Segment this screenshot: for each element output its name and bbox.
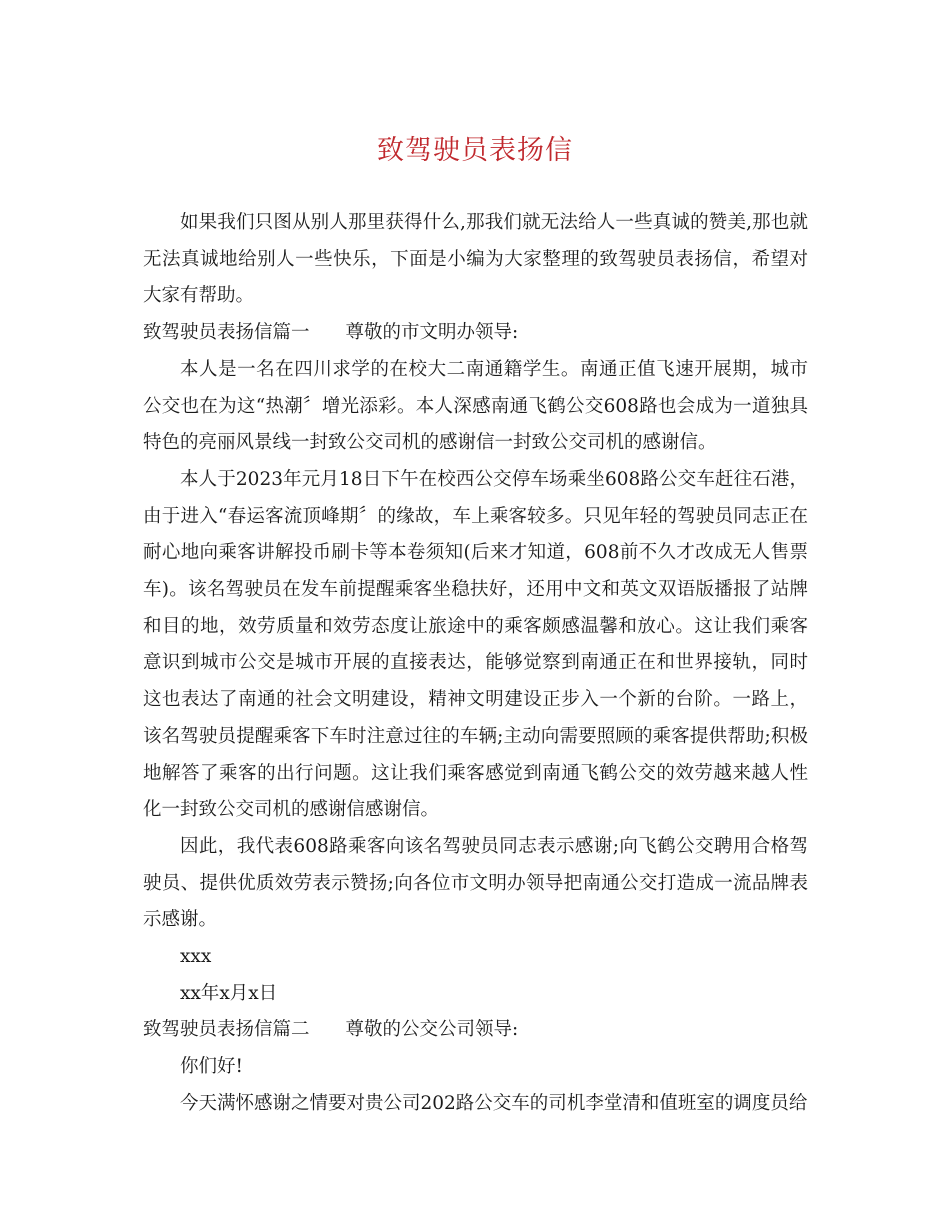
letter1-date: xx年x月x日 <box>180 982 278 1004</box>
letter1-signature: xxx <box>180 946 212 968</box>
letter1-header <box>143 315 808 352</box>
intro-paragraph: 如果我们只图从别人那里获得什么,那我们就无法给人一些真诚的赞美,那也就无法真诚地给别人一些快乐，下面是小编为大家整理的致驾驶员表扬信，希望对大家有帮助。 <box>143 212 808 307</box>
letter2-salutation: 尊敬的公交公司领导: <box>345 1019 519 1041</box>
letter1-paragraph-1: 本人是一名在四川求学的在校大二南通籍学生。南通正值飞速开展期，城市公交也在为这“热潮〞增光添彩。本人深感南通飞鹤公交608路也会成为一道独具特色的亮丽风景线一封致公交司机的感谢信一封致公交司机的感谢信。 <box>143 358 808 454</box>
letter2-heading: 致驾驶员表扬信篇二 <box>143 1019 310 1041</box>
letter2-paragraph-1: 今天满怀感谢之情要对贵公司202路公交车的司机李堂清和值班室的调度员给 <box>180 1092 808 1114</box>
letter2-greeting: 你们好! <box>180 1056 243 1078</box>
document-title: 致驾驶员表扬信 <box>377 135 573 166</box>
document-body <box>143 205 808 1123</box>
letter1-paragraph-2: 本人于2023年元月18日下午在校西公交停车场乘坐608路公交车赶往石港，由于进入“春运客流顶峰期〞的缘故，车上乘客较多。只见年轻的驾驶员同志正在耐心地向乘客讲解投币刷卡等本卷须知(后来才知道，608前不久才改成无人售票车)。该名驾驶员在发车前提醒乘客坐稳扶好，还用中文和英文双语版播报了站牌和目的地，效劳质量和效劳态度让旅途中的乘客颇感温馨和放心。这让我们乘客意识到城市公交是城市开展的直接表达，能够觉察到南通正在和世界接轨，同时这也表达了南通的社会文明建设，精神文明建设正步入一个新的台阶。一路上，该名驾驶员提醒乘客下车时注意过往的车辆;主动向需要照顾的乘客提供帮助;积极地解答了乘客的出行问题。这让我们乘客感觉到南通飞鹤公交的效劳越来越人性化一封致公交司机的感谢信感谢信。 <box>143 468 808 821</box>
letter1-heading: 致驾驶员表扬信篇一 <box>143 322 310 344</box>
letter2-header <box>143 1012 808 1049</box>
letter1-salutation: 尊敬的市文明办领导: <box>345 322 519 344</box>
letter1-paragraph-3: 因此，我代表608路乘客向该名驾驶员同志表示感谢;向飞鹤公交聘用合格驾驶员、提供优质效劳表示赞扬;向各位市文明办领导把南通公交打造成一流品牌表示感谢。 <box>143 835 808 931</box>
